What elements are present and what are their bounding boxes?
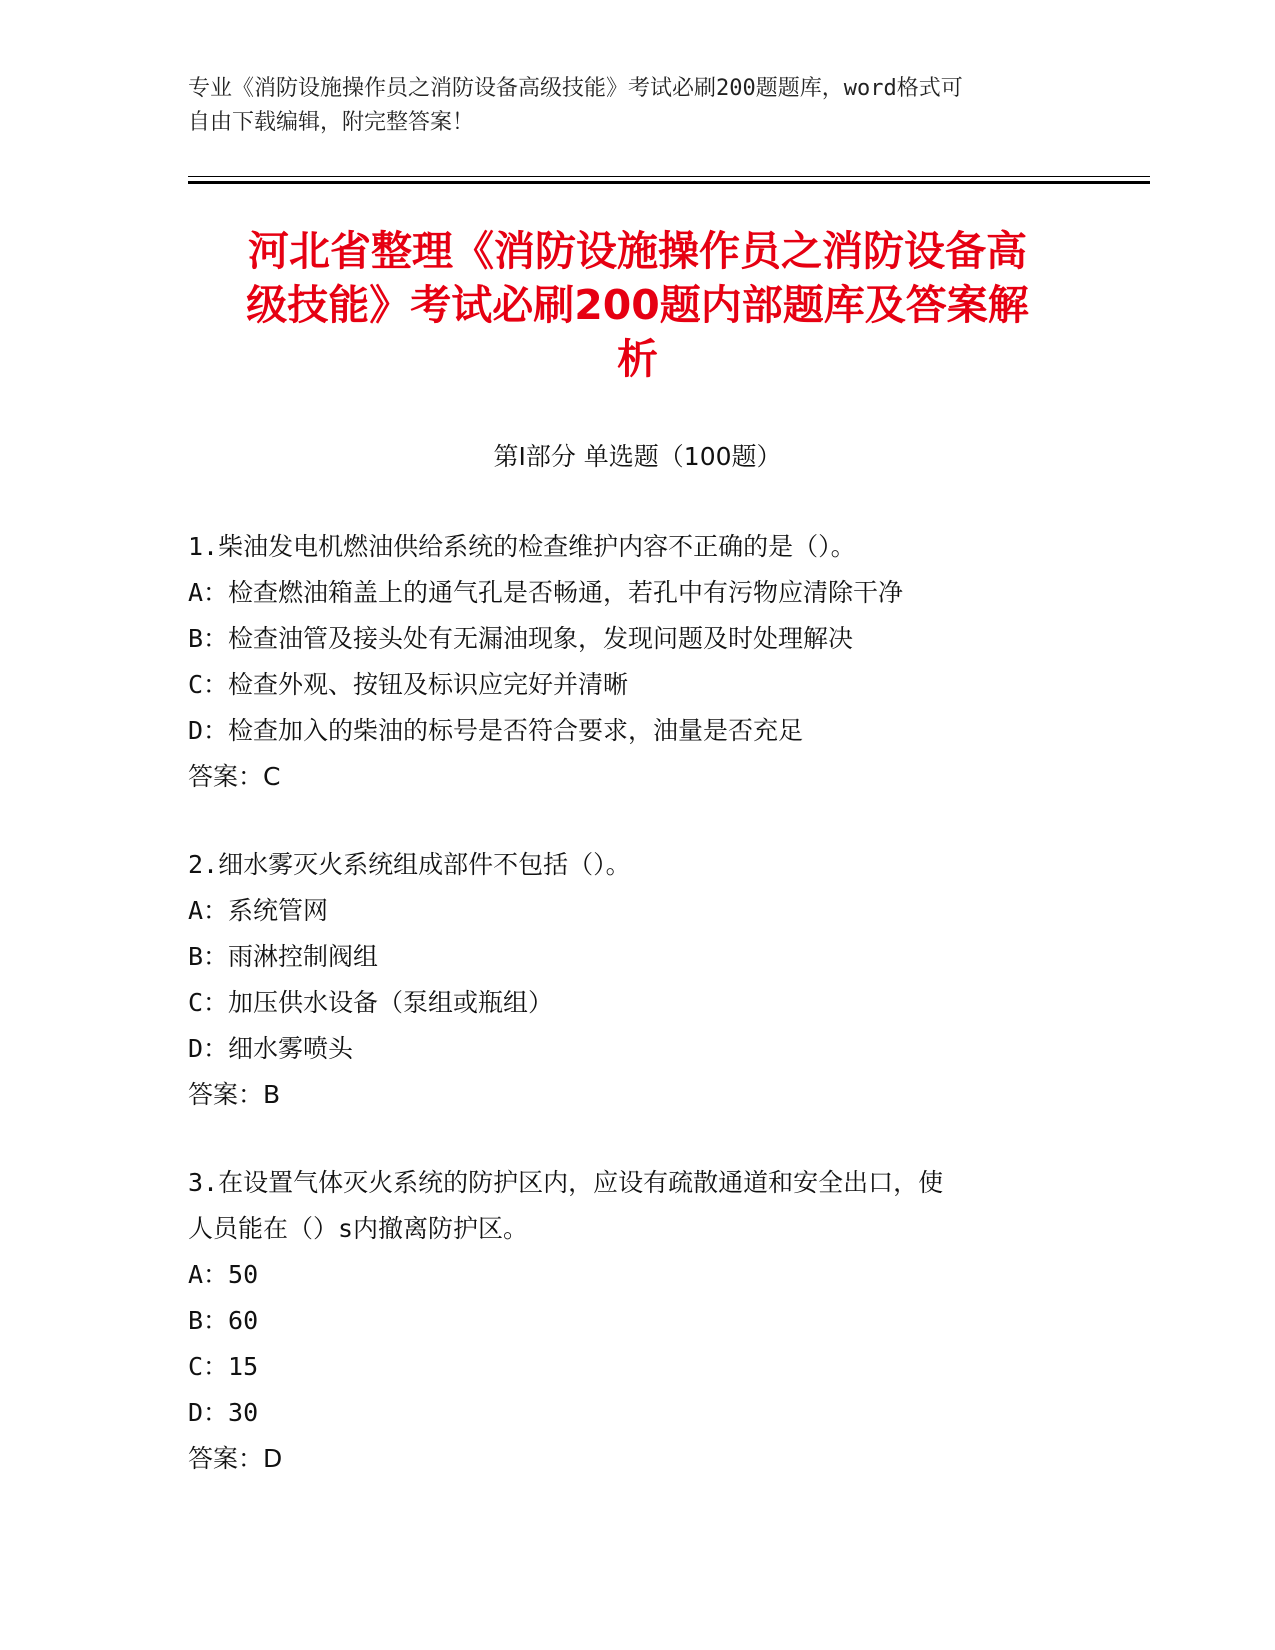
option-b: B：检查油管及接头处有无漏油现象，发现问题及时处理解决: [188, 624, 854, 653]
answer: 答案：B: [188, 1080, 281, 1109]
option-c: C：15: [188, 1352, 259, 1381]
option-b: B：雨淋控制阀组: [188, 942, 379, 971]
option-b: B：60: [188, 1306, 259, 1335]
header-note: [188, 72, 1068, 140]
question-1: [188, 524, 1088, 800]
question-3: [188, 1160, 1088, 1482]
section-heading: 第Ⅰ部分 单选题（100题）: [493, 442, 782, 471]
header-note-line-1: 专业《消防设施操作员之消防设备高级技能》考试必刷200题题库，word格式可: [188, 76, 963, 101]
answer: 答案：C: [188, 762, 281, 791]
answer: 答案：D: [188, 1444, 283, 1473]
question-stem: 2.细水雾灭火系统组成部件不包括（）。: [188, 850, 631, 879]
option-a: A：50: [188, 1260, 259, 1289]
question-stem: 1.柴油发电机燃油供给系统的检查维护内容不正确的是（）。: [188, 532, 856, 561]
header-divider-thick: [188, 181, 1150, 184]
option-d: D：检查加入的柴油的标号是否符合要求，油量是否充足: [188, 716, 804, 745]
option-c: C：加压供水设备（泵组或瓶组）: [188, 988, 554, 1017]
header-divider-thin: [188, 176, 1150, 177]
option-a: A：检查燃油箱盖上的通气孔是否畅通，若孔中有污物应清除干净: [188, 578, 904, 607]
option-a: A：系统管网: [188, 896, 329, 925]
header-note-line-2: 自由下载编辑，附完整答案！: [188, 110, 475, 135]
option-d: D：细水雾喷头: [188, 1034, 354, 1063]
title-line-1: 河北省整理《消防设施操作员之消防设备高: [248, 227, 1027, 275]
document-title: [150, 224, 1125, 386]
option-c: C：检查外观、按钮及标识应完好并清晰: [188, 670, 629, 699]
question-2: [188, 842, 1088, 1118]
option-d: D：30: [188, 1398, 259, 1427]
title-line-3: 析: [617, 335, 658, 383]
title-line-2: 级技能》考试必刷200题内部题库及答案解: [246, 281, 1029, 329]
question-stem-line-2: 人员能在（）s内撤离防护区。: [188, 1214, 529, 1243]
question-stem-line-1: 3.在设置气体灭火系统的防护区内，应设有疏散通道和安全出口，使: [188, 1168, 944, 1197]
